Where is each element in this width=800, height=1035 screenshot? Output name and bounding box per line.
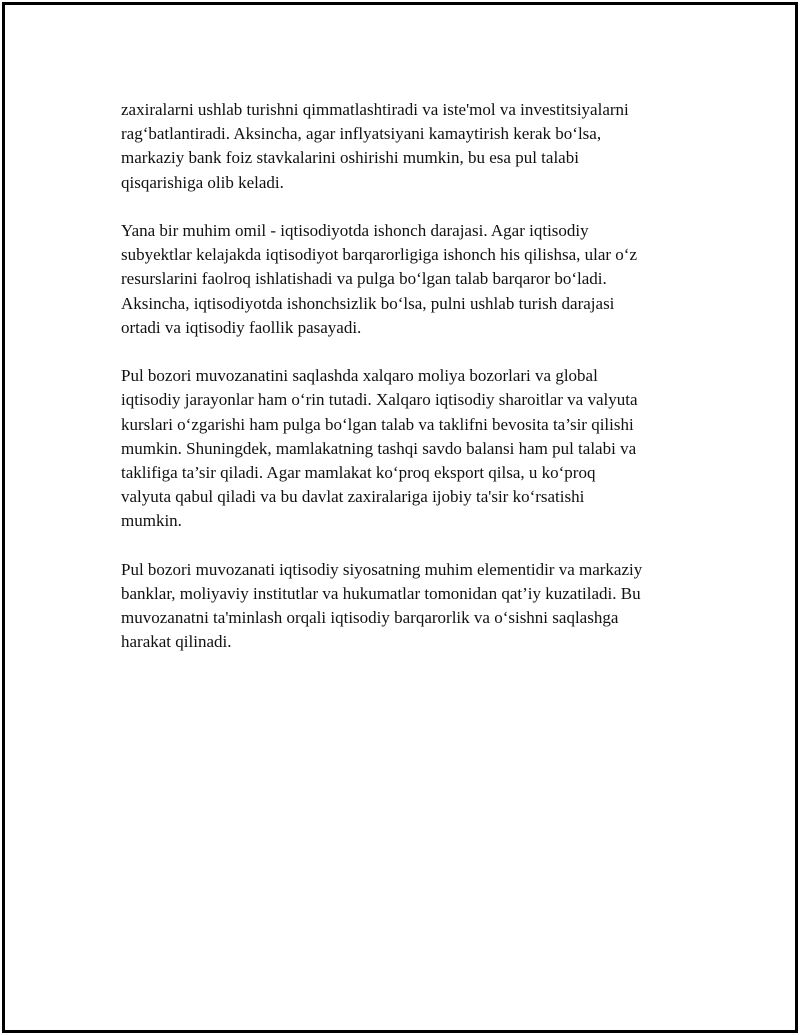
paragraph-confidence-level: Yana bir muhim omil - iqtisodiyotda ishonch darajasi. Agar iqtisodiy subyektlar kelajakda iqtisodiyot barqarorligiga ishonch his qilishsa, ular o‘z resurslarini faolroq ishlatishadi va pulga bo‘lgan talab barqaror bo‘ladi. Aksincha, iqtisodiyotda ishonchsizlik bo‘lsa, pulni ushlab turish darajasi ortadi va iqtisodiy faollik pasayadi.: [121, 221, 638, 337]
document-body: [121, 98, 701, 679]
paragraph-international-markets: Pul bozori muvozanatini saqlashda xalqaro moliya bozorlari va global iqtisodiy jarayonlar ham o‘rin tutadi. Xalqaro iqtisodiy sharoitlar va valyuta kurslari o‘zgarishi ham pulga bo‘lgan talab va taklifni bevosita ta’sir qilishi mumkin. Shuningdek, mamlakatning tashqi savdo balansi ham pul talabi va taklifiga ta’sir qiladi. Agar mamlakat ko‘proq eksport qilsa, u ko‘proq valyuta qabul qiladi va bu davlat zaxiralariga ijobiy ta'sir ko‘rsatishi mumkin.: [121, 366, 638, 531]
page-border-frame: [2, 2, 798, 1033]
paragraph-monetary-policy: zaxiralarni ushlab turishni qimmatlashtiradi va iste'mol va investitsiyalarni rag‘batlantiradi. Aksincha, agar inflyatsiyani kamaytirish kerak bo‘lsa, markaziy bank foiz stavkalarini oshirishi mumkin, bu esa pul talabi qisqarishiga olib keladi.: [121, 100, 629, 192]
paragraph-conclusion: Pul bozori muvozanati iqtisodiy siyosatning muhim elementidir va markaziy banklar, moliyaviy institutlar va hukumatlar tomonidan qat’iy kuzatiladi. Bu muvozanatni ta'minlash orqali iqtisodiy barqarorlik va o‘sishni saqlashga harakat qilinadi.: [121, 559, 643, 652]
